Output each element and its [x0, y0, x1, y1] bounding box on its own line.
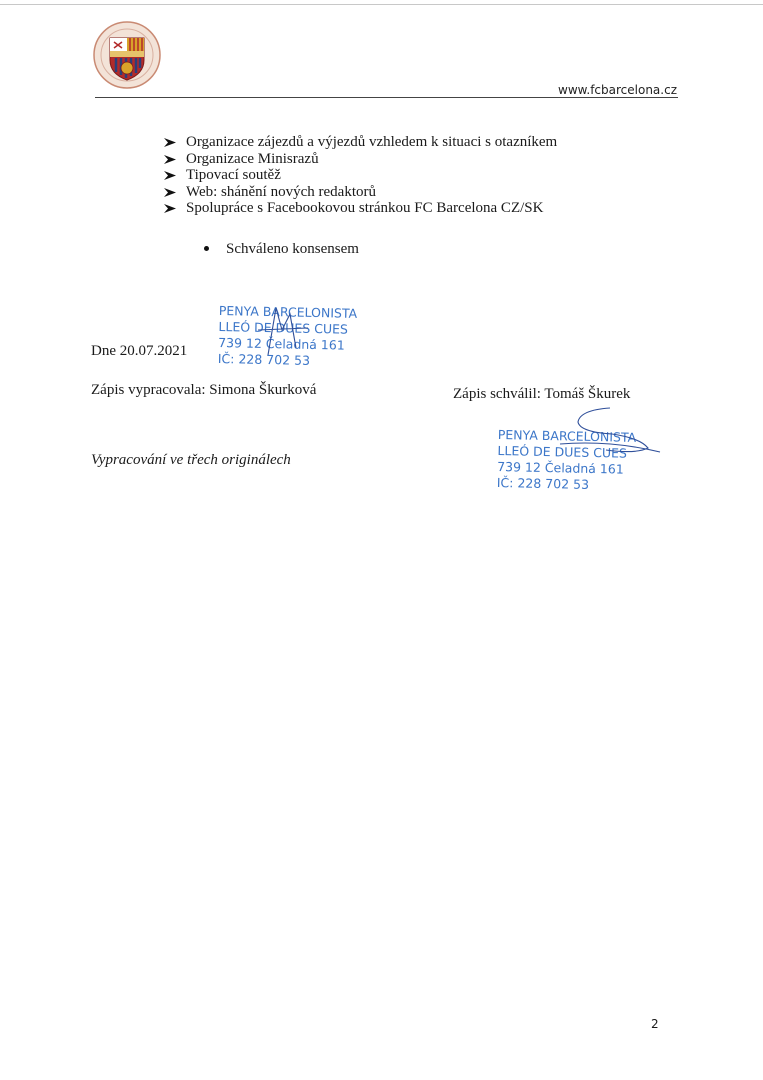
- bullet-dot-icon: [204, 246, 209, 251]
- page-number: 2: [651, 1017, 659, 1031]
- stamp-line: IČ: 228 702 53: [496, 474, 590, 492]
- page-top-edge: [0, 4, 763, 5]
- organization-stamp: [497, 427, 637, 494]
- stamp-line: 739 12 Čeladná 161: [218, 334, 345, 353]
- arrow-bullet-icon: [163, 203, 177, 214]
- prepared-by: Zápis vypracovala: Simona Škurková: [91, 382, 317, 398]
- stamp-line: 739 12 Čeladná 161: [497, 458, 624, 477]
- resolution-text: Schváleno konsensem: [226, 241, 359, 257]
- list-item-text: Web: shánění nových redaktorů: [186, 183, 376, 200]
- arrow-bullet-icon: [163, 187, 177, 198]
- date-line: Dne 20.07.2021: [91, 343, 188, 359]
- list-item-text: Tipovací soutěž: [186, 167, 281, 183]
- approved-by: Zápis schválil: Tomáš Škurek: [453, 386, 631, 402]
- list-item: [163, 200, 557, 217]
- arrow-bullet-icon: [163, 170, 177, 181]
- stamp-line: IČ: 228 702 53: [217, 350, 311, 368]
- website-url: www.fcbarcelona.cz: [558, 83, 677, 97]
- list-item: [163, 151, 557, 168]
- stamp-line: PENYA BARCELONISTA: [218, 303, 358, 321]
- organization-stamp: [218, 303, 358, 370]
- stamp-line: LLEÓ DE DUES CUES: [218, 318, 349, 337]
- arrow-bullet-icon: [163, 154, 177, 165]
- stamp-line: PENYA BARCELONISTA: [497, 427, 637, 445]
- club-logo: [92, 20, 162, 90]
- originals-note: Vypracování ve třech originálech: [91, 452, 291, 468]
- resolution-line: [204, 241, 359, 258]
- header-divider: [95, 97, 678, 98]
- list-item: [163, 184, 557, 201]
- list-item-text: Organizace Minisrazů: [186, 150, 319, 167]
- agenda-list: [163, 134, 557, 217]
- list-item: [163, 134, 557, 151]
- stamp-line: LLEÓ DE DUES CUES: [497, 442, 628, 461]
- arrow-bullet-icon: [163, 137, 177, 148]
- list-item: [163, 167, 557, 184]
- list-item-text: Spolupráce s Facebookovou stránkou FC Barcelona CZ/SK: [186, 200, 544, 216]
- list-item-text: Organizace zájezdů a výjezdů vzhledem k situaci s otazníkem: [186, 134, 558, 150]
